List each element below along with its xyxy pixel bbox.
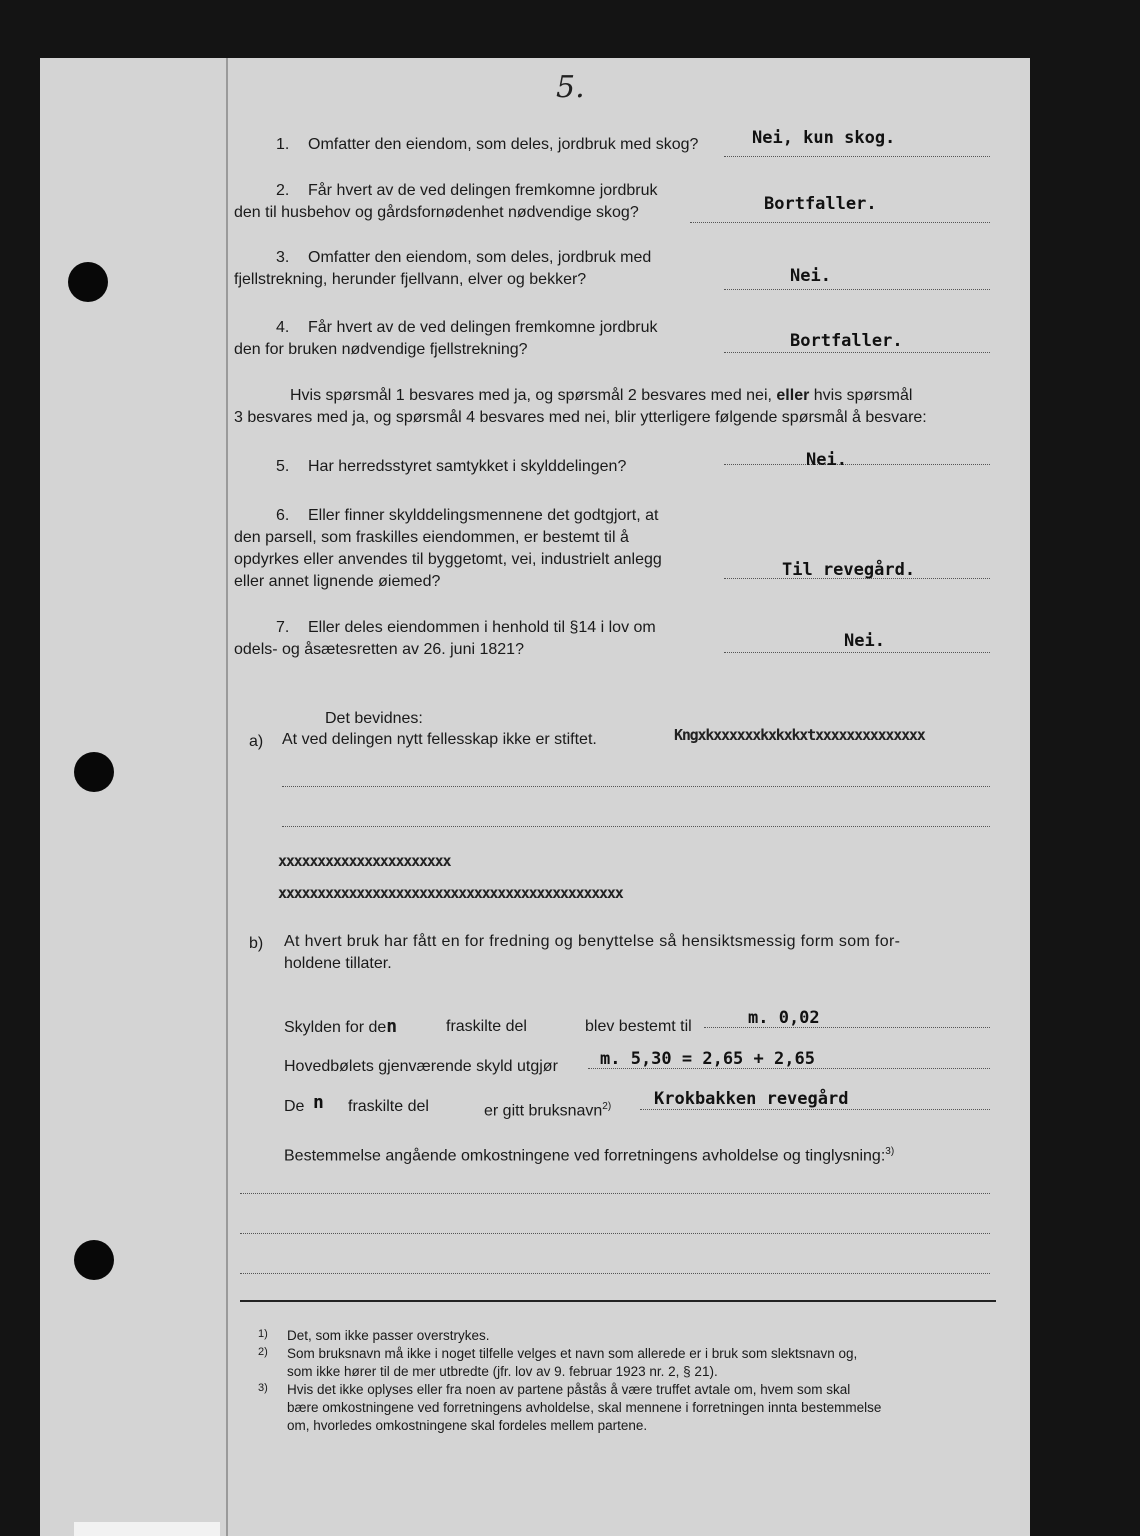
question-6-line-2: den parsell, som fraskilles eiendommen, er bestemt til å (234, 529, 629, 546)
certify-heading: Det bevidnes: (325, 710, 423, 727)
question-6-line-1: Eller finner skylddelingsmennene det godtgjort, at (308, 507, 659, 524)
answer-line (640, 1109, 990, 1110)
bestemmelse-label (284, 1140, 894, 1168)
answer-line (704, 1027, 990, 1028)
bruksnavn-label (484, 1095, 611, 1123)
question-2-number: 2. (276, 182, 290, 199)
punch-hole-top (68, 262, 108, 302)
question-5-text: Har herredsstyret samtykket i skylddelingen? (308, 458, 627, 475)
footnote-ref: 2) (602, 1101, 612, 1112)
footnote-ref: 3) (885, 1146, 895, 1157)
question-4-line-1: Får hvert av de ved delingen fremkomne jordbruk (308, 319, 658, 336)
question-1-text: Omfatter den eiendom, som deles, jordbruk med skog? (308, 136, 699, 153)
bruksnavn-value: Krokbakken revegård (654, 1089, 849, 1109)
certify-a-label: a) (249, 733, 264, 750)
condition-line-1 (290, 384, 912, 408)
margin-line (226, 58, 228, 1536)
certify-b-label: b) (249, 935, 264, 952)
question-6-line-4: eller annet lignende øiemed? (234, 573, 441, 590)
question-6-line-3: opdyrkes eller anvendes til byggetomt, vei, industrielt anlegg (234, 551, 662, 568)
question-6-number: 6. (276, 507, 290, 524)
question-3-line-1: Omfatter den eiendom, som deles, jordbruk med (308, 249, 652, 266)
certify-b-line-1: At hvert bruk har fått en for fredning og benyttelse så hensiktsmessig form som for- (284, 933, 901, 950)
blank-line (240, 1193, 990, 1194)
question-1-answer: Nei, kun skog. (752, 128, 896, 148)
certify-b-line-2: holdene tillater. (284, 955, 392, 972)
question-2-line-2: den til husbehov og gårdsfornødenhet nødvendige skog? (234, 204, 639, 221)
condition-line-2: 3 besvares med ja, og spørsmål 4 besvares med nei, blir ytterligere følgende spørsmål å besvare: (234, 409, 927, 426)
skyld-value: m. 0,02 (748, 1008, 820, 1028)
footnote-3-line-2: bære omkostningene ved forretningens avholdelse, skal mennene i forretningen innta bestemmelse (287, 1400, 882, 1415)
question-4-line-2: den for bruken nødvendige fjellstrekning? (234, 341, 528, 358)
condition-text-a: Hvis spørsmål 1 besvares med ja, og spørsmål 2 besvares med nei, (290, 387, 772, 404)
blank-line (240, 1233, 990, 1234)
question-1-number: 1. (276, 136, 290, 153)
question-5-answer: Nei. (806, 450, 847, 470)
blank-line (282, 786, 990, 787)
bruksnavn-text: er gitt bruksnavn (484, 1102, 603, 1120)
footnote-3-line-1: Hvis det ikke oplyses eller fra noen av partene påstås å være truffet avtale om, hvem som skal (287, 1382, 851, 1397)
bruks-fraskilte: fraskilte del (348, 1098, 429, 1115)
answer-line (724, 352, 990, 353)
question-7-answer: Nei. (844, 631, 885, 651)
question-5-number: 5. (276, 458, 290, 475)
condition-text-b: hvis spørsmål (813, 387, 913, 404)
de-label: De (284, 1098, 305, 1115)
question-3-line-2: fjellstrekning, herunder fjellvann, elver og bekker? (234, 271, 587, 288)
footnote-2-line-1: Som bruksnavn må ikke i noget tilfelle velges et navn som allerede er i bruk som slektsnavn og, (287, 1346, 858, 1361)
punch-hole-middle (74, 752, 114, 792)
footnote-1-line-1: Det, som ikke passer overstrykes. (287, 1328, 490, 1343)
question-4-number: 4. (276, 319, 290, 336)
answer-line (724, 289, 990, 290)
scan-label-strip (74, 1522, 220, 1536)
answer-line (724, 652, 990, 653)
skyld-label-1 (284, 1015, 397, 1040)
blank-line (282, 826, 990, 827)
certify-a-text: At ved delingen nytt fellesskap ikke er stiftet. (282, 731, 597, 748)
skyld-fraskilte: fraskilte del (446, 1018, 527, 1035)
question-2-answer: Bortfaller. (764, 194, 877, 214)
bestemmelse-text: Bestemmelse angående omkostningene ved forretningens avholdelse og tinglysning: (284, 1147, 886, 1165)
footnote-1-number: 1) (258, 1328, 268, 1340)
struck-out-text: Kngxkxxxxxxkxkxkxtxxxxxxxxxxxxxx (674, 726, 925, 744)
hovedbol-value: m. 5,30 = 2,65 + 2,65 (600, 1049, 815, 1069)
question-3-number: 3. (276, 249, 290, 266)
question-7-line-1: Eller deles eiendommen i henhold til §14 i lov om (308, 619, 656, 636)
footnote-divider (240, 1300, 996, 1302)
struck-out-line-2: xxxxxxxxxxxxxxxxxxxxxxxxxxxxxxxxxxxxxxxxxxxx (278, 884, 623, 902)
footnote-2-line-2: som ikke hører til de mer utbredte (jfr. lov av 9. februar 1923 nr. 2, § 21). (287, 1364, 718, 1379)
answer-line (724, 156, 990, 157)
question-4-answer: Bortfaller. (790, 331, 903, 351)
question-3-answer: Nei. (790, 266, 831, 286)
typed-letter: n (313, 1092, 324, 1113)
footnote-3-number: 3) (258, 1382, 268, 1394)
footnote-3-line-3: om, hvorledes omkostningene skal fordeles mellem partene. (287, 1418, 648, 1433)
answer-line (690, 222, 990, 223)
typed-letter: n (386, 1016, 398, 1037)
question-7-line-2: odels- og åsætesretten av 26. juni 1821? (234, 641, 524, 658)
skyld-text: Skylden for de (284, 1019, 387, 1036)
punch-hole-bottom (74, 1240, 114, 1280)
question-6-answer: Til revegård. (782, 560, 916, 580)
answer-line (724, 464, 990, 465)
question-2-line-1: Får hvert av de ved delingen fremkomne jordbruk (308, 182, 658, 199)
blank-line (240, 1273, 990, 1274)
question-7-number: 7. (276, 619, 290, 636)
struck-out-line-1: xxxxxxxxxxxxxxxxxxxxxx (278, 852, 451, 870)
hovedbol-label: Hovedbølets gjenværende skyld utgjør (284, 1058, 558, 1075)
handwritten-page-number: 5. (556, 70, 585, 105)
footnote-2-number: 2) (258, 1346, 268, 1358)
skyld-bestemt: blev bestemt til (585, 1018, 692, 1035)
condition-bold-word: eller (776, 387, 810, 404)
